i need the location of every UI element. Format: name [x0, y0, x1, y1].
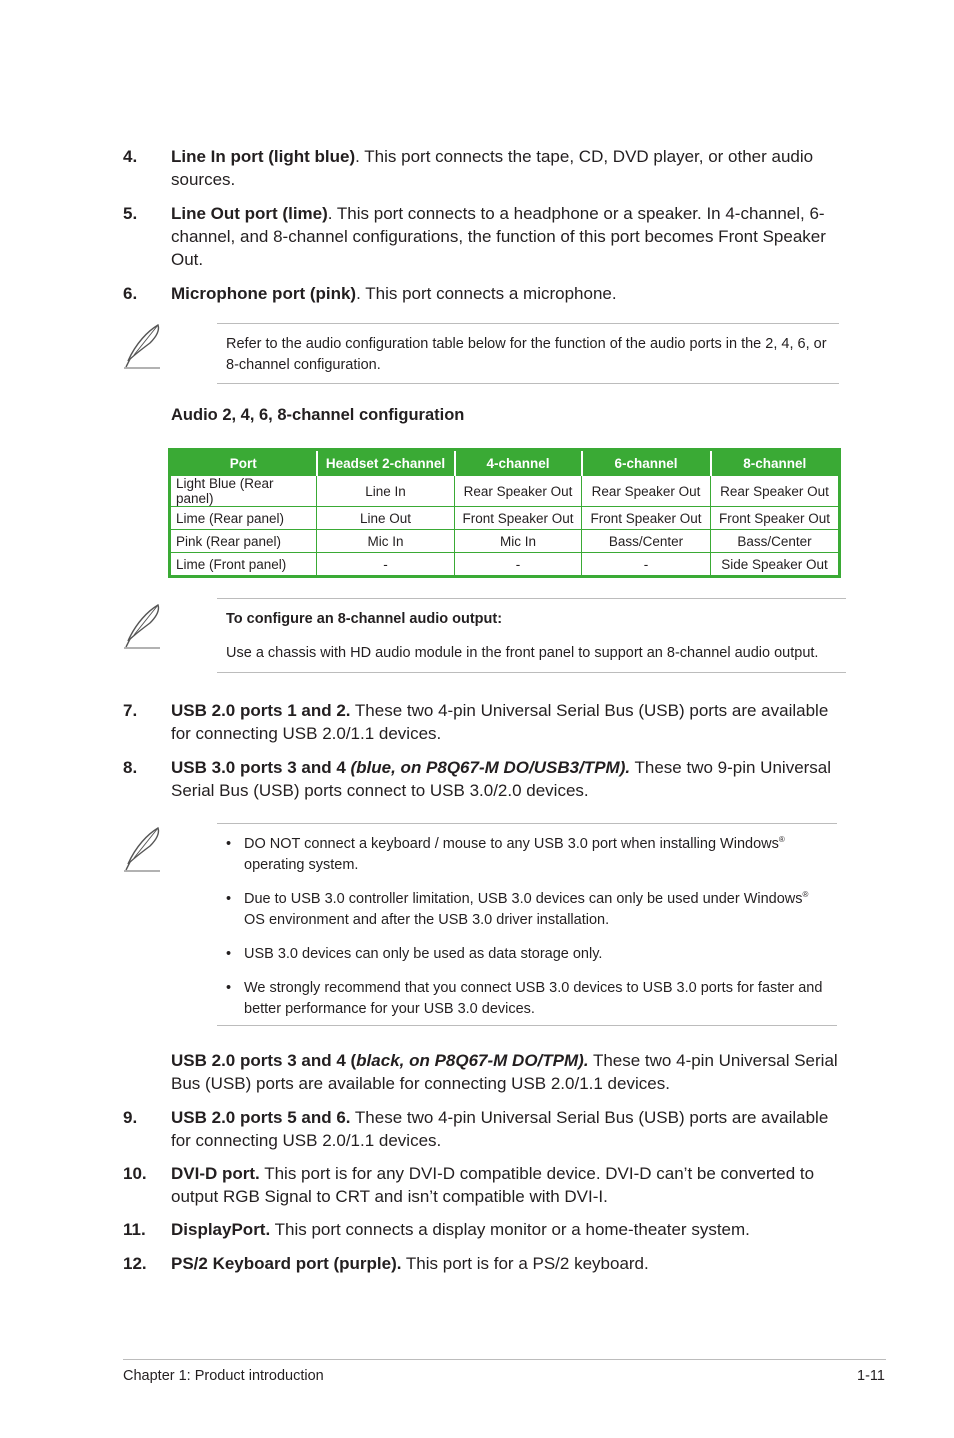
- table-cell: -: [317, 553, 455, 577]
- table-cell: Light Blue (Rear panel): [170, 476, 317, 507]
- bullet-icon: •: [226, 836, 232, 852]
- item-body: [171, 145, 841, 191]
- item-body: [171, 756, 841, 802]
- item-title: DisplayPort.: [171, 1220, 271, 1239]
- header-6ch: 6-channel: [582, 450, 711, 476]
- table-cell: Lime (Front panel): [170, 553, 317, 577]
- note-box: [217, 323, 839, 384]
- item-text: These two 4-pin Universal Serial Bus (USB) ports are available for connecting USB 2.0/1.1 devices.: [171, 701, 829, 743]
- item-text: These two 4-pin Universal Serial Bus (USB) ports are available for connecting USB 2.0/1.1 devices.: [171, 1108, 829, 1150]
- note-text: Refer to the audio configuration table below for the function of the audio ports in the 2, 4, 6, or 8-channel configuration.: [226, 336, 827, 373]
- footer-divider: [123, 1359, 886, 1360]
- pen-note-icon: [122, 603, 162, 649]
- list-item: • USB 3.0 devices can only be used as data storage only.: [217, 944, 837, 965]
- table-row: [170, 530, 840, 553]
- item-title: PS/2 Keyboard port (purple).: [171, 1254, 402, 1273]
- item-text: . This port connects to a headphone or a speaker. In 4-channel, 6-channel, and 8-channel configurations, the function of this port becomes Front Speaker Out.: [171, 204, 826, 269]
- table-cell: Bass/Center: [582, 530, 711, 553]
- item-number: 12.: [123, 1254, 147, 1273]
- pen-note-icon: [122, 826, 162, 872]
- note-box: [217, 598, 846, 673]
- item-text: This port is for a PS/2 keyboard.: [401, 1254, 649, 1273]
- item-number: 8.: [123, 758, 138, 777]
- item-body: [171, 1218, 841, 1241]
- item-text: . This port connects a microphone.: [356, 284, 617, 303]
- item-title: USB 2.0 ports 5 and 6.: [171, 1108, 351, 1127]
- header-8ch: 8-channel: [711, 450, 840, 476]
- table-header-row: [170, 450, 840, 476]
- list-item: • Due to USB 3.0 controller limitation, USB 3.0 devices can only be used under Windows® OS environment and after the USB 3.0 driver installation.: [226, 890, 809, 928]
- item-text: This port connects a display monitor or a home-theater system.: [270, 1220, 750, 1239]
- table-cell: Side Speaker Out: [711, 553, 840, 577]
- bullet-icon: •: [226, 891, 232, 907]
- item-body: [171, 282, 841, 305]
- item-body: [171, 699, 841, 745]
- list-item: • DO NOT connect a keyboard / mouse to any USB 3.0 port when installing Windows® operating system.: [226, 835, 785, 873]
- header-port: Port: [170, 450, 317, 476]
- bullet-icon: •: [226, 980, 232, 996]
- table-cell: Front Speaker Out: [582, 507, 711, 530]
- header-4ch: 4-channel: [455, 450, 582, 476]
- item-body: [171, 1162, 851, 1208]
- item-text: These two 9-pin Universal Serial Bus (USB) ports connect to USB 3.0/2.0 devices.: [171, 758, 832, 800]
- item-text: This port is for any DVI-D compatible device. DVI-D can’t be converted to output RGB Signal to CRT and isn’t compatible with DVI-I.: [171, 1164, 815, 1206]
- item-number: 9.: [123, 1108, 138, 1127]
- table-cell: Front Speaker Out: [711, 507, 840, 530]
- item-text: These two 4-pin Universal Serial Bus (USB) ports are available for connecting USB 2.0/1.1 devices.: [171, 1051, 838, 1093]
- item-body: [171, 1252, 841, 1275]
- item-title: Line Out port (lime): [171, 204, 328, 223]
- item-body: [171, 1106, 841, 1152]
- table-cell: Bass/Center: [711, 530, 840, 553]
- table-cell: Line In: [317, 476, 455, 507]
- table-cell: Line Out: [317, 507, 455, 530]
- table-cell: Mic In: [455, 530, 582, 553]
- item-title: Line In port (light blue): [171, 147, 356, 166]
- item-number: 5.: [123, 204, 138, 223]
- table-row: [170, 553, 840, 577]
- footer-chapter: Chapter 1: Product introduction: [123, 1368, 324, 1384]
- bullet-icon: •: [226, 946, 232, 962]
- note-text: Use a chassis with HD audio module in the front panel to support an 8-channel audio output.: [226, 645, 819, 661]
- note-box: [217, 823, 837, 1026]
- note-bullet-list: [217, 824, 837, 1020]
- item-number: 10.: [123, 1164, 147, 1183]
- item-body: [171, 202, 841, 271]
- item-body: [171, 1049, 841, 1095]
- table-cell: Rear Speaker Out: [582, 476, 711, 507]
- table-cell: Mic In: [317, 530, 455, 553]
- item-title-italic: black, on P8Q67-M DO/TPM).: [356, 1051, 589, 1070]
- table-cell: -: [455, 553, 582, 577]
- list-item: • We strongly recommend that you connect USB 3.0 devices to USB 3.0 ports for faster and better performance for your USB 3.0 devices.: [226, 980, 823, 1017]
- table-cell: Rear Speaker Out: [711, 476, 840, 507]
- table-row: [170, 476, 840, 507]
- header-2ch: Headset 2-channel: [317, 450, 455, 476]
- item-text: . This port connects the tape, CD, DVD player, or other audio sources.: [171, 147, 814, 189]
- item-title-italic: (blue, on P8Q67-M DO/USB3/TPM).: [350, 758, 631, 777]
- item-number: 7.: [123, 701, 138, 720]
- item-number: 11.: [123, 1220, 146, 1239]
- table-cell: Lime (Rear panel): [170, 507, 317, 530]
- table-cell: Pink (Rear panel): [170, 530, 317, 553]
- item-title: USB 3.0 ports 3 and 4: [171, 758, 351, 777]
- pen-note-icon: [122, 323, 162, 369]
- table-cell: -: [582, 553, 711, 577]
- table-cell: Rear Speaker Out: [455, 476, 582, 507]
- table-caption: Audio 2, 4, 6, 8-channel configuration: [171, 406, 465, 424]
- item-title: DVI-D port.: [171, 1164, 260, 1183]
- item-title: USB 2.0 ports 3 and 4 (: [171, 1051, 357, 1070]
- item-title: Microphone port (pink): [171, 284, 357, 303]
- item-number: 4.: [123, 147, 138, 166]
- table-cell: Front Speaker Out: [455, 507, 582, 530]
- footer-page-number: 1-11: [857, 1368, 885, 1384]
- table-row: [170, 507, 840, 530]
- item-title: USB 2.0 ports 1 and 2.: [171, 701, 351, 720]
- item-number: 6.: [123, 284, 138, 303]
- note-title: To configure an 8-channel audio output:: [226, 611, 503, 627]
- audio-config-table: [168, 448, 841, 578]
